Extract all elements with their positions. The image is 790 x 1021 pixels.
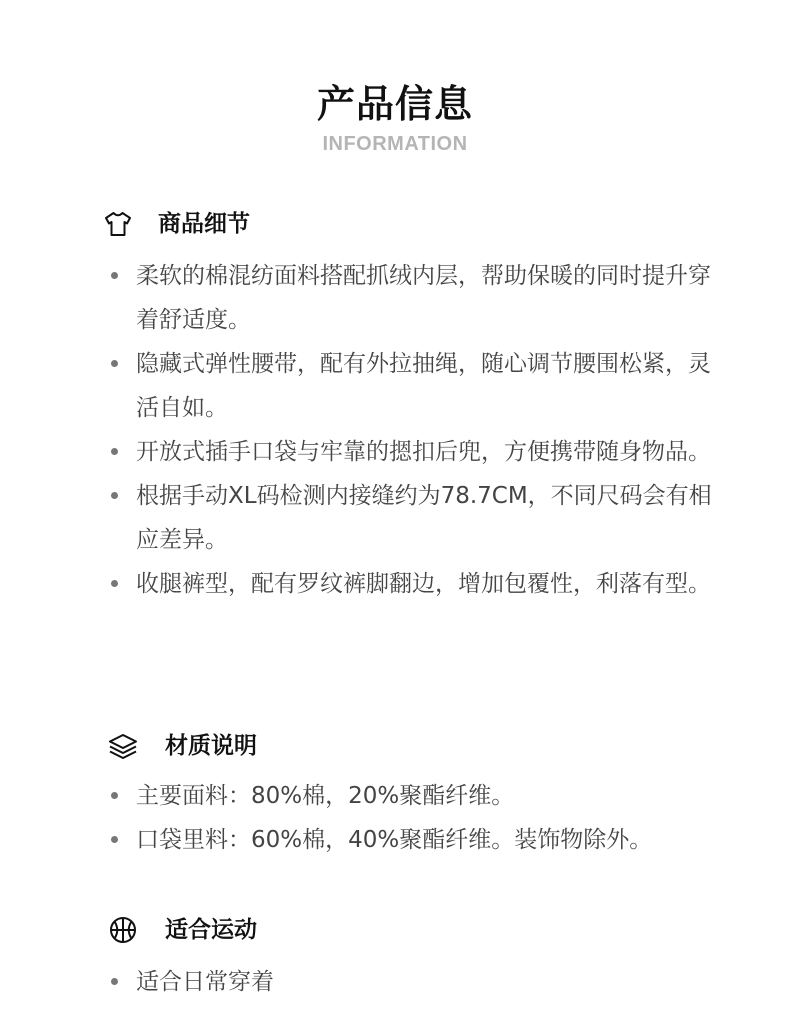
list-item-text: 隐藏式弹性腰带，配有外拉抽绳，随心调节腰围松紧，灵活自如。 [136, 351, 711, 421]
list-item-text: 柔软的棉混纺面料搭配抓绒内层，帮助保暖的同时提升穿着舒适度。 [136, 263, 711, 333]
list-item-text: 主要面料：80%棉，20%聚酯纤维。 [136, 783, 515, 809]
bullet-dot [111, 836, 118, 843]
tshirt-icon [103, 210, 133, 238]
list-item [0, 774, 790, 818]
layers-icon [108, 732, 138, 760]
list-item [0, 254, 790, 342]
section-header [0, 204, 790, 244]
bullet-dot [111, 448, 118, 455]
page-title: 产品信息 [316, 82, 473, 126]
list-item-text: 根据手动XL码检测内接缝约为78.7CM，不同尺码会有相应差异。 [136, 483, 712, 553]
section-header [0, 726, 790, 766]
list-item-text: 收腿裤型，配有罗纹裤脚翻边，增加包覆性，利落有型。 [136, 571, 711, 597]
section-material [0, 726, 790, 862]
list-item [0, 342, 790, 430]
list-item-text: 口袋里料：60%棉，40%聚酯纤维。装饰物除外。 [136, 827, 653, 853]
basketball-icon [108, 916, 138, 944]
section-product-details [0, 204, 790, 606]
bullet-dot [111, 978, 118, 985]
bullet-dot [111, 492, 118, 499]
section-title: 材质说明 [165, 733, 257, 759]
list-item [0, 562, 790, 606]
section-sports [0, 910, 790, 1004]
material-list [0, 774, 790, 862]
list-item [0, 430, 790, 474]
section-title: 适合运动 [165, 917, 257, 943]
product-info-header [0, 80, 790, 156]
page-subtitle: INFORMATION [322, 133, 468, 155]
sports-list [0, 960, 790, 1004]
list-item [0, 960, 790, 1004]
list-item [0, 474, 790, 562]
section-header [0, 910, 790, 950]
bullet-dot [111, 360, 118, 367]
list-item-text: 适合日常穿着 [136, 969, 274, 995]
bullet-dot [111, 272, 118, 279]
detail-list [0, 254, 790, 606]
bullet-dot [111, 792, 118, 799]
bullet-dot [111, 580, 118, 587]
list-item [0, 818, 790, 862]
list-item-text: 开放式插手口袋与牢靠的摁扣后兜，方便携带随身物品。 [136, 439, 711, 465]
section-title: 商品细节 [158, 211, 250, 237]
